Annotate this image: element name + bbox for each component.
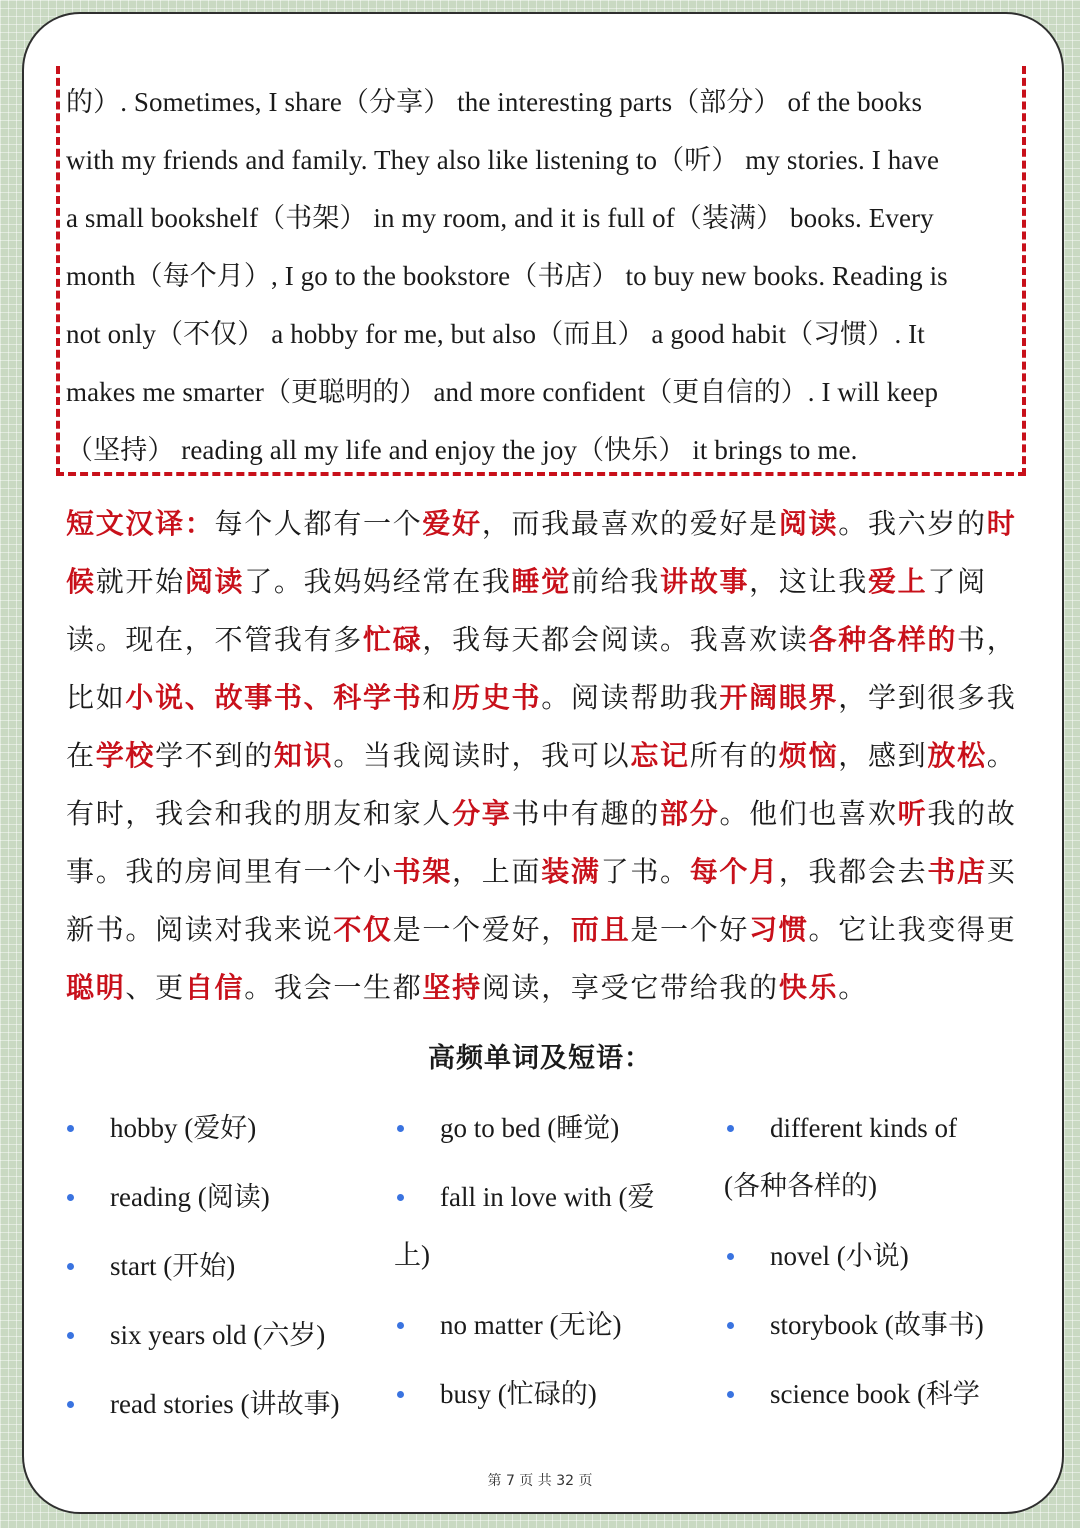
bullet-icon bbox=[67, 1194, 74, 1201]
highlighted-term: 不仅 bbox=[333, 915, 393, 946]
highlighted-term: 聪明 bbox=[66, 973, 126, 1004]
highlighted-term: 开阔眼界 bbox=[719, 683, 839, 714]
translation-line: 事。我的房间里有一个小书架，上面装满了书。每个月，我都会去书店买 bbox=[66, 857, 1017, 888]
highlighted-term: 阅读 bbox=[184, 567, 245, 598]
highlighted-term: 忘记 bbox=[630, 741, 690, 772]
highlighted-term: 阅读 bbox=[778, 509, 839, 540]
english-line: 的）. Sometimes, I share（分享） the interesting parts（部分） of the books bbox=[66, 87, 923, 117]
page-number: 第 7 页 共 32 页 bbox=[487, 1473, 593, 1489]
highlighted-term: 讲故事 bbox=[660, 567, 750, 598]
translation-line: 比如小说、故事书、科学书和历史书。阅读帮助我开阔眼界，学到很多我 bbox=[66, 683, 1017, 714]
highlighted-term: 书架 bbox=[392, 857, 453, 888]
highlighted-term: 快乐 bbox=[778, 973, 839, 1004]
translation-line: 有时，我会和我的朋友和家人分享书中有趣的部分。他们也喜欢听我的故 bbox=[66, 799, 1017, 830]
english-line: a small bookshelf（书架） in my room, and it is full of（装满） books. Every bbox=[66, 203, 934, 233]
vocabulary-title: 高频单词及短语： bbox=[428, 1043, 652, 1073]
highlighted-term: 听 bbox=[897, 799, 928, 830]
highlighted-term: 而且 bbox=[570, 915, 631, 946]
highlighted-term: 历史书 bbox=[452, 683, 542, 714]
english-line: makes me smarter（更聪明的） and more confident（更自信的）. I will keep bbox=[66, 377, 939, 407]
vocab-item: science book (科学 bbox=[770, 1379, 980, 1409]
highlighted-term: 烦恼 bbox=[778, 741, 839, 772]
bullet-icon bbox=[67, 1263, 74, 1270]
bullet-icon bbox=[67, 1332, 74, 1339]
translation-line: 候就开始阅读了。我妈妈经常在我睡觉前给我讲故事，这让我爱上了阅 bbox=[66, 567, 987, 598]
highlighted-term: 坚持 bbox=[422, 973, 482, 1004]
english-line: （坚持） reading all my life and enjoy the joy（快乐） it brings to me. bbox=[66, 435, 858, 465]
highlighted-term: 每个月 bbox=[689, 857, 779, 888]
vocab-item: go to bed (睡觉) bbox=[440, 1113, 620, 1143]
highlighted-term: 时 bbox=[986, 509, 1017, 540]
highlighted-term: 习惯 bbox=[749, 915, 809, 946]
translation-line: 新书。阅读对我来说不仅是一个爱好，而且是一个好习惯。它让我变得更 bbox=[66, 915, 1017, 946]
vocab-item-continuation: 上) bbox=[394, 1240, 430, 1270]
translation-line: 短文汉译：每个人都有一个爱好，而我最喜欢的爱好是阅读。我六岁的时 bbox=[66, 509, 1017, 540]
highlighted-term: 爱好 bbox=[422, 509, 482, 540]
vocab-item-continuation: (各种各样的) bbox=[724, 1171, 877, 1201]
vocab-item: storybook (故事书) bbox=[770, 1310, 984, 1340]
highlighted-term: 爱上 bbox=[867, 567, 928, 598]
bullet-icon bbox=[727, 1322, 734, 1329]
highlighted-term: 候 bbox=[66, 567, 96, 598]
vocab-item: fall in love with (爱 bbox=[440, 1182, 655, 1212]
bullet-icon bbox=[727, 1125, 734, 1132]
highlighted-term: 睡觉 bbox=[511, 567, 571, 598]
highlighted-term: 学校 bbox=[95, 741, 156, 772]
highlighted-term: 放松 bbox=[927, 741, 987, 772]
highlighted-term: 小说、故事书、科学书 bbox=[125, 683, 423, 714]
translation-line: 读。现在，不管我有多忙碌，我每天都会阅读。我喜欢读各种各样的书， bbox=[66, 625, 1017, 656]
highlighted-term: 自信 bbox=[184, 973, 245, 1004]
highlighted-term: 各种各样的 bbox=[808, 625, 958, 656]
vocab-item: hobby (爱好) bbox=[110, 1113, 257, 1143]
bullet-icon bbox=[67, 1401, 74, 1408]
vocab-item: reading (阅读) bbox=[110, 1182, 270, 1212]
bullet-icon bbox=[727, 1253, 734, 1260]
translation-line: 聪明、更自信。我会一生都坚持阅读，享受它带给我的快乐。 bbox=[66, 973, 868, 1004]
highlighted-term: 装满 bbox=[541, 857, 601, 888]
highlighted-term: 短文汉译： bbox=[66, 509, 215, 540]
english-line: not only（不仅） a hobby for me, but also（而且） a good habit（习惯）. It bbox=[66, 319, 925, 349]
highlighted-term: 分享 bbox=[452, 799, 512, 830]
highlighted-term: 部分 bbox=[660, 799, 720, 830]
bullet-icon bbox=[397, 1322, 404, 1329]
bullet-icon bbox=[397, 1194, 404, 1201]
vocab-item: read stories (讲故事) bbox=[110, 1389, 340, 1419]
highlighted-term: 忙碌 bbox=[363, 625, 423, 656]
vocab-item: novel (小说) bbox=[770, 1241, 909, 1271]
bullet-icon bbox=[727, 1391, 734, 1398]
vocab-item: busy (忙碌的) bbox=[440, 1379, 597, 1409]
english-line: with my friends and family. They also like listening to（听） my stories. I have bbox=[66, 145, 940, 175]
highlighted-term: 书店 bbox=[927, 857, 987, 888]
vocab-item: no matter (无论) bbox=[440, 1310, 622, 1340]
bullet-icon bbox=[67, 1125, 74, 1132]
vocab-item: six years old (六岁) bbox=[110, 1320, 326, 1350]
vocab-item: different kinds of bbox=[770, 1113, 957, 1143]
bullet-icon bbox=[397, 1391, 404, 1398]
english-line: month（每个月）, I go to the bookstore（书店） to buy new books. Reading is bbox=[66, 261, 948, 291]
bullet-icon bbox=[397, 1125, 404, 1132]
highlighted-term: 知识 bbox=[273, 741, 334, 772]
translation-line: 在学校学不到的知识。当我阅读时，我可以忘记所有的烦恼，感到放松。 bbox=[66, 741, 1017, 772]
vocab-item: start (开始) bbox=[110, 1251, 236, 1281]
